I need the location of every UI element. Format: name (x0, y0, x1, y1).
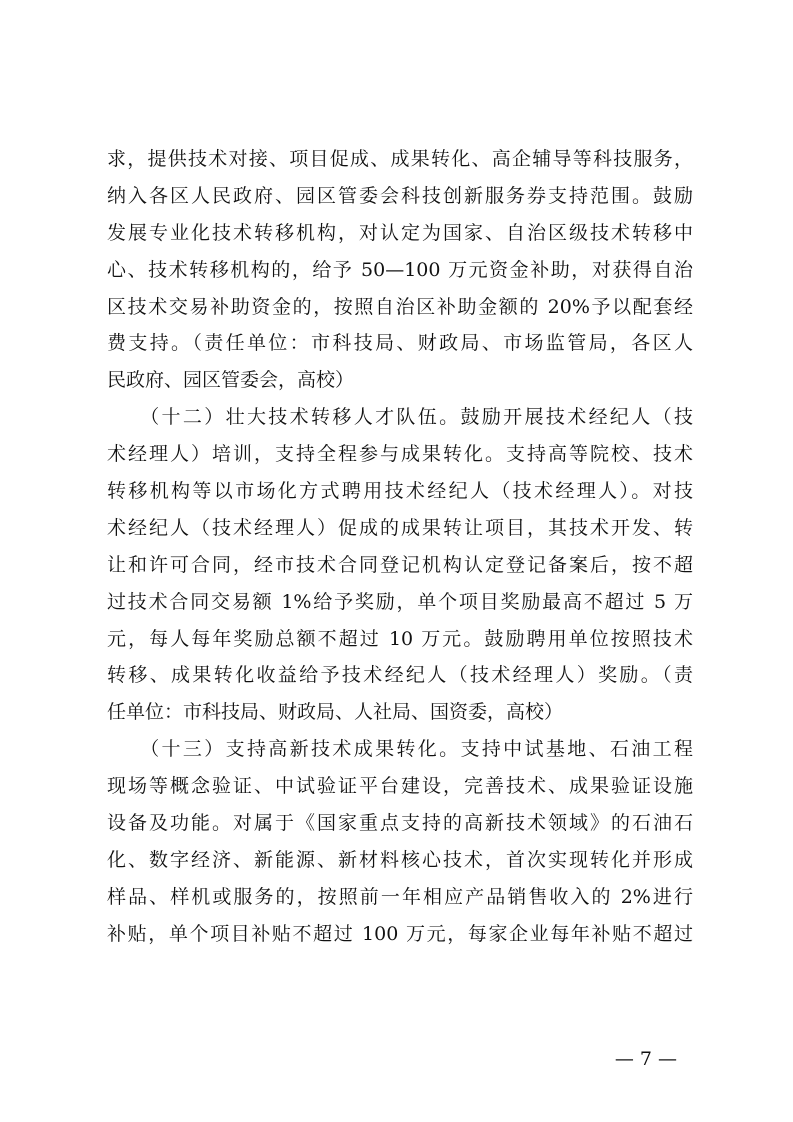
text-line: 任单位：市科技局、财政局、人社局、国资委，高校） (107, 701, 564, 724)
text-line: （十三）支持高新技术成果转化。支持中试基地、石油工程 (107, 738, 693, 761)
text-line: 发展专业化技术转移机构，对认定为国家、自治区级技术转移中 (107, 221, 693, 244)
text-line: 求，提供技术对接、项目促成、成果转化、高企辅导等科技服务， (107, 148, 693, 170)
text-line: 过技术合同交易额 1%给予奖励，单个项目奖励最高不超过 5 万 (107, 590, 693, 613)
page-number: — 7 — (614, 1048, 677, 1070)
text-line: 样品、样机或服务的，按照前一年相应产品销售收入的 2%进行 (107, 885, 693, 908)
text-line: 术经理人）培训，支持全程参与成果转化。支持高等院校、技术 (107, 443, 693, 466)
text-line: 费支持。（责任单位：市科技局、财政局、市场监管局，各区人 (107, 332, 693, 355)
text-line: 民政府、园区管委会，高校） (107, 369, 355, 392)
text-line: （十二）壮大技术转移人才队伍。鼓励开展技术经纪人（技 (107, 406, 693, 429)
text-line: 区技术交易补助资金的，按照自治区补助金额的 20%予以配套经 (107, 295, 693, 318)
text-line: 让和许可合同，经市技术合同登记机构认定登记备案后，按不超 (107, 553, 693, 576)
text-line: 术经纪人（技术经理人）促成的成果转让项目，其技术开发、转 (107, 516, 693, 539)
text-line: 纳入各区人民政府、园区管委会科技创新服务券支持范围。鼓励 (107, 184, 693, 207)
body-text (107, 141, 693, 953)
text-line: 化、数字经济、新能源、新材料核心技术，首次实现转化并形成 (107, 848, 693, 871)
text-line: 转移机构等以市场化方式聘用技术经纪人（技术经理人）。对技 (107, 480, 693, 503)
text-line: 心、技术转移机构的，给予 50—100 万元资金补助，对获得自治 (107, 258, 693, 281)
text-line: 补贴，单个项目补贴不超过 100 万元，每家企业每年补贴不超过 (107, 922, 693, 945)
text-line: 设备及功能。对属于《国家重点支持的高新技术领域》的石油石 (107, 812, 693, 835)
text-line: 现场等概念验证、中试验证平台建设，完善技术、成果验证设施 (107, 775, 693, 798)
text-line: 元，每人每年奖励总额不超过 10 万元。鼓励聘用单位按照技术 (107, 627, 693, 650)
text-line: 转移、成果转化收益给予技术经纪人（技术经理人）奖励。（责 (107, 664, 693, 687)
